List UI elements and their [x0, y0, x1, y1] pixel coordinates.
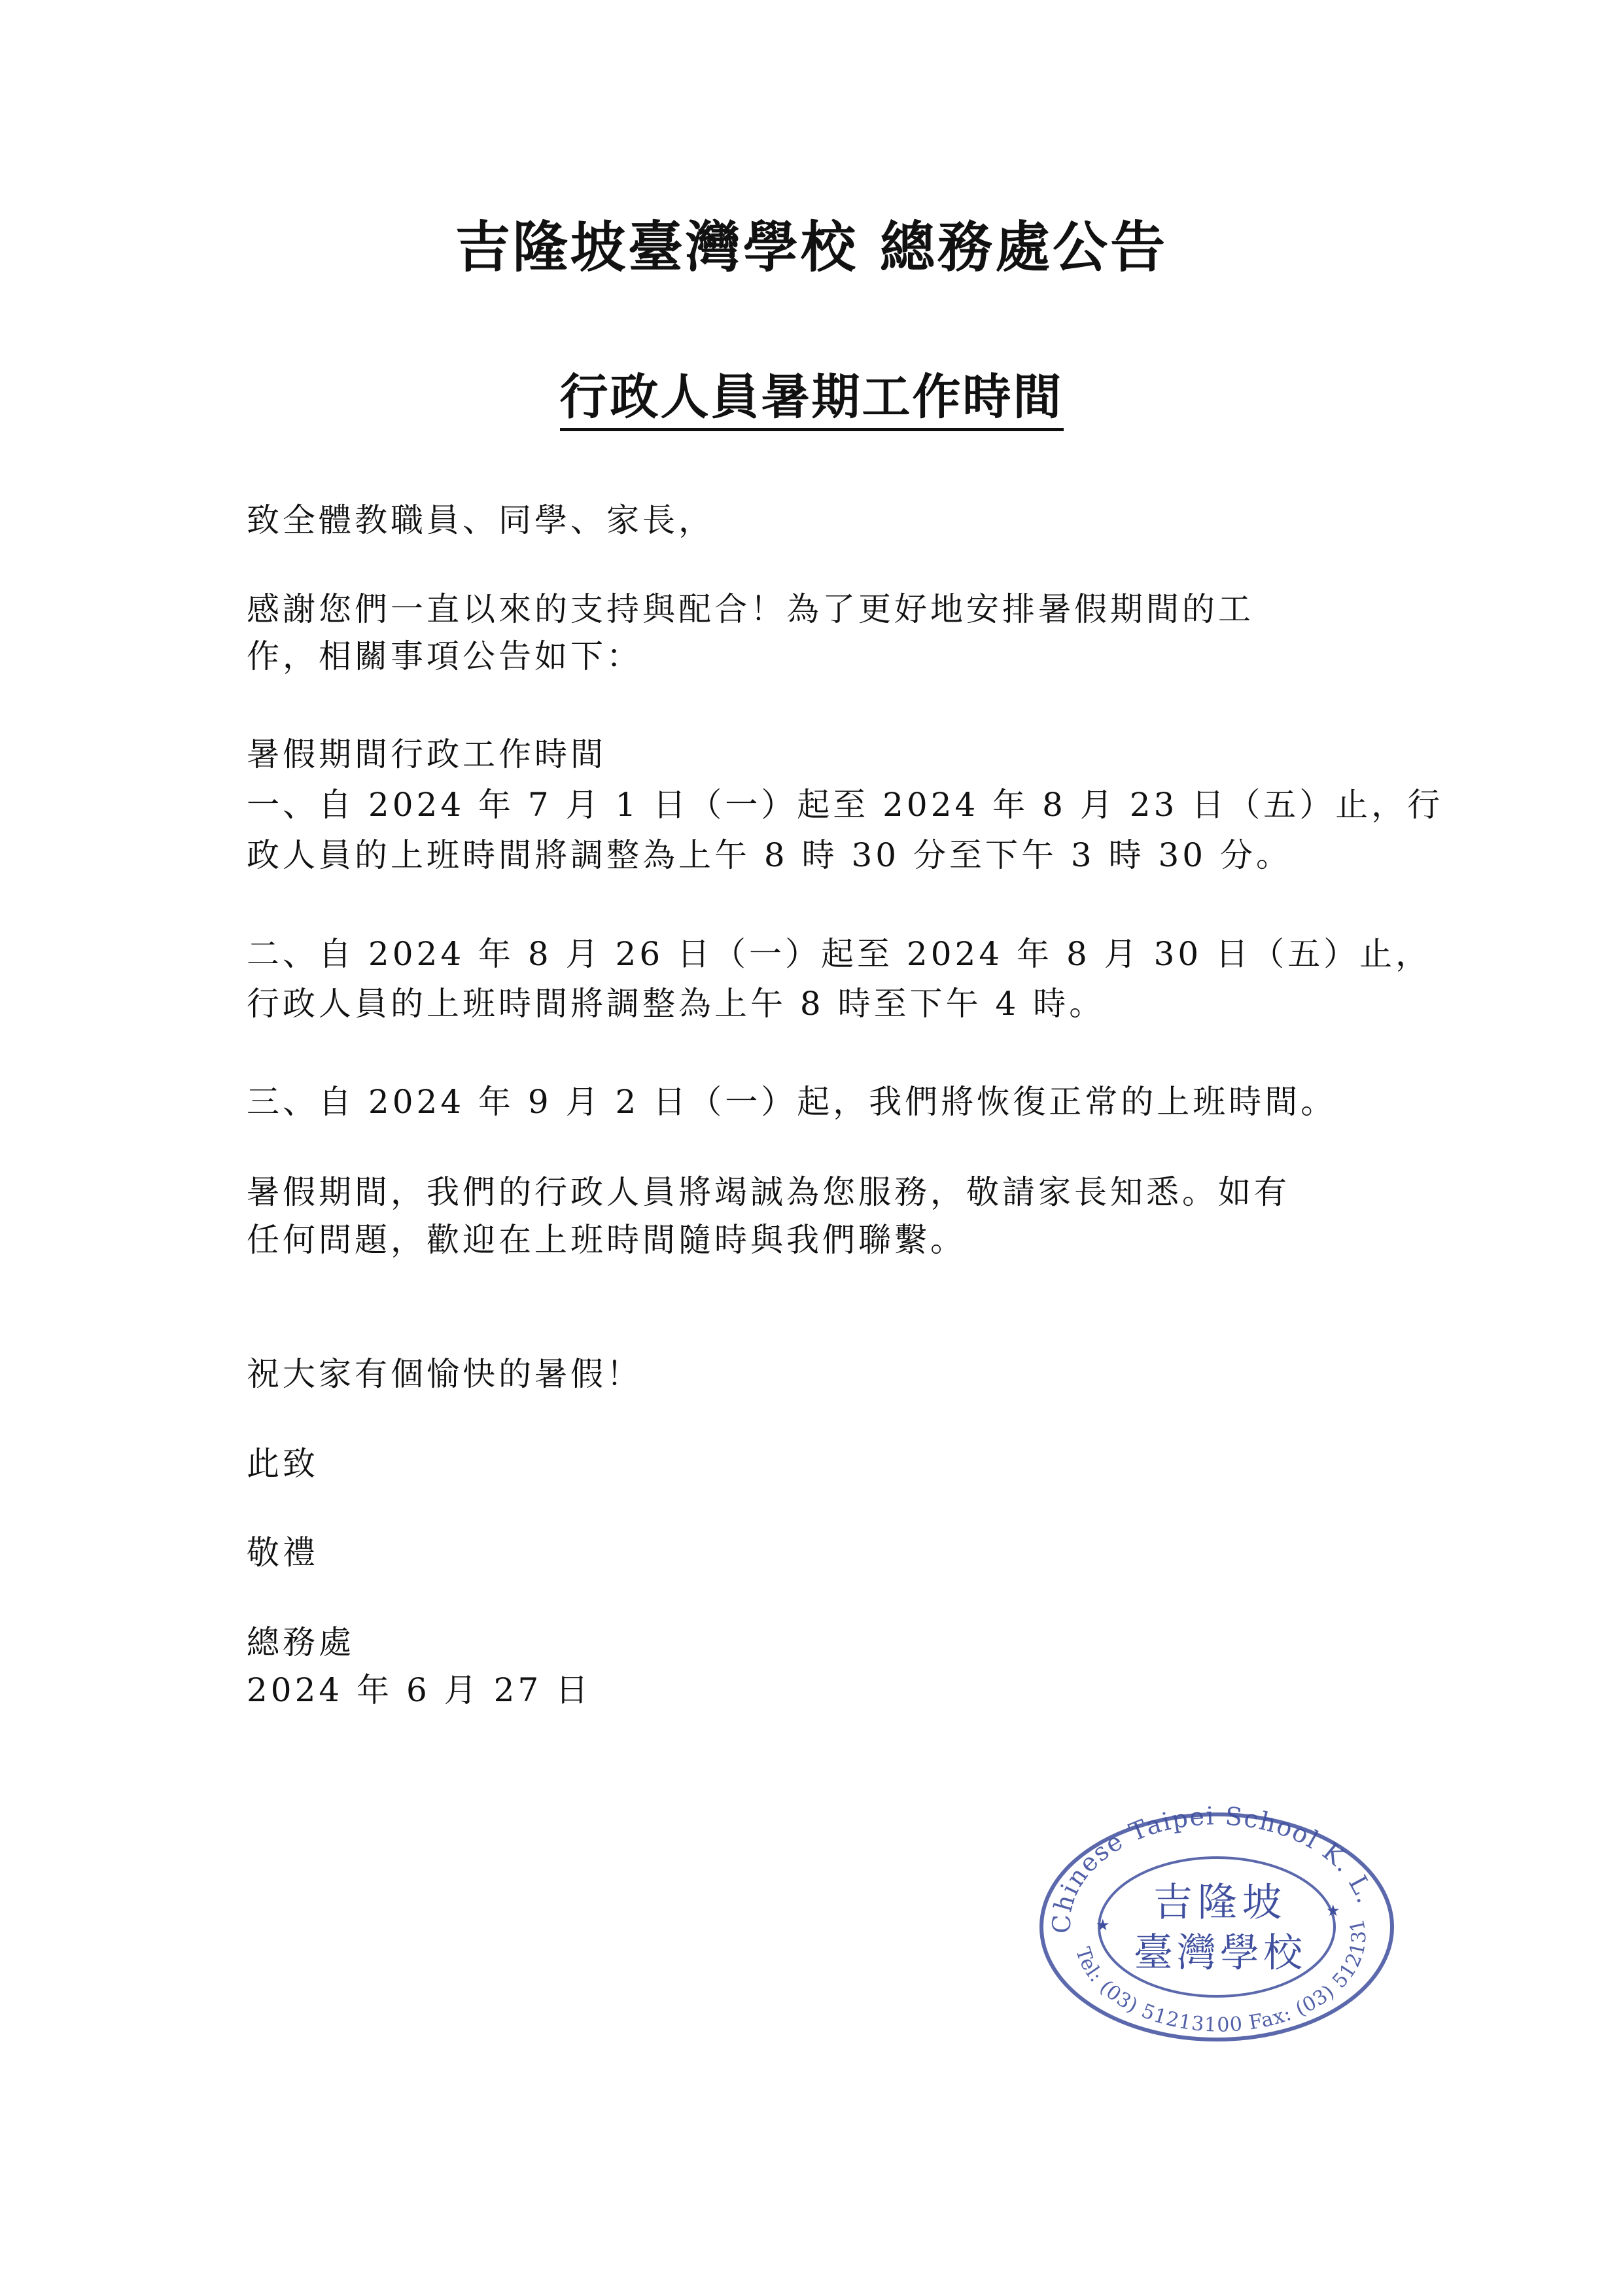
closing-line-1: 暑假期間，我們的行政人員將竭誠為您服務，敬請家長知悉。如有: [247, 1173, 1290, 1211]
page-subtitle-text: 行政人員暑期工作時間: [560, 369, 1064, 431]
stamp-inner-line-2: 臺灣學校: [1134, 1930, 1306, 1976]
wishes: 祝大家有個愉快的暑假！: [247, 1355, 642, 1393]
signature-date: 2024 年 6 月 27 日: [247, 1671, 592, 1709]
page-subtitle: [0, 361, 1623, 433]
stamp-star-left-icon: ★: [1096, 1916, 1110, 1934]
greeting: 致全體教職員、同學、家長，: [247, 501, 714, 539]
stamp-star-right-icon: ★: [1326, 1901, 1340, 1920]
stamp-outer-bottom-text: Tel: (03) 51213100 Fax: (03) 512131: [1070, 1916, 1371, 2037]
section-heading: 暑假期間行政工作時間: [247, 735, 606, 773]
stamp-outer-top-text: Chinese Taipei School K. L.: [1047, 1801, 1381, 1934]
item-2-line-1: 二、自 2024 年 8 月 26 日（一）起至 2024 年 8 月 30 日（五）止，: [247, 935, 1432, 973]
stamp-inner-line-1: 吉隆坡: [1153, 1880, 1287, 1926]
item-1-line-1: 一、自 2024 年 7 月 1 日（一）起至 2024 年 8 月 23 日（五）止，行: [247, 786, 1444, 824]
item-1-line-2: 政人員的上班時間將調整為上午 8 時 30 分至下午 3 時 30 分。: [247, 836, 1293, 874]
salutation-1: 此致: [247, 1445, 319, 1483]
intro-line-1: 感謝您們一直以來的支持與配合！為了更好地安排暑假期間的工: [247, 590, 1254, 628]
intro-line-2: 作，相關事項公告如下：: [247, 637, 642, 675]
signature-department: 總務處: [247, 1623, 355, 1661]
school-stamp: [1030, 1799, 1403, 2048]
item-3: 三、自 2024 年 9 月 2 日（一）起，我們將恢復正常的上班時間。: [247, 1083, 1337, 1121]
closing-line-2: 任何問題，歡迎在上班時間隨時與我們聯繫。: [247, 1221, 966, 1259]
page-title: 吉隆坡臺灣學校 總務處公告: [455, 215, 1168, 279]
item-2-line-2: 行政人員的上班時間將調整為上午 8 時至下午 4 時。: [247, 985, 1106, 1023]
salutation-2: 敬禮: [247, 1534, 319, 1572]
